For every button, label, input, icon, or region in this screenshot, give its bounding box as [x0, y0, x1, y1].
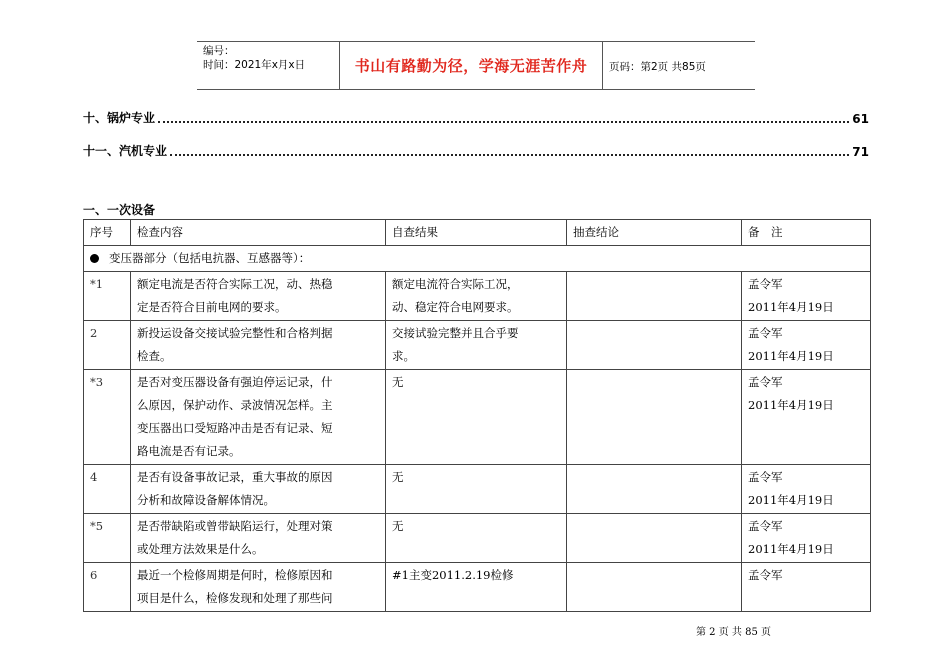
bullet-icon	[90, 254, 99, 263]
remark-cell	[742, 272, 871, 321]
conclusion-cell	[567, 370, 742, 465]
content-cell-line: 路电流是否有记录。	[137, 444, 241, 458]
header-meta	[197, 42, 339, 89]
table-row	[84, 465, 871, 514]
result-cell	[386, 272, 567, 321]
column-header-conclusion: 抽查结论	[567, 220, 742, 246]
conclusion-cell	[567, 465, 742, 514]
table-row	[84, 514, 871, 563]
toc-entry-page: 61	[852, 112, 869, 126]
content-cell	[131, 563, 386, 612]
conclusion-cell	[567, 272, 742, 321]
remark-cell-line: 孟令军	[748, 375, 783, 389]
content-cell-line: 分析和故障设备解体情况。	[137, 493, 275, 507]
remark-cell-line: 2011年4月19日	[748, 300, 834, 314]
header-slogan-cell	[339, 42, 603, 89]
document-number-label: 编号：	[203, 45, 235, 57]
content-cell-line: 是否带缺陷或曾带缺陷运行，处理对策	[137, 519, 333, 533]
document-time-label: 时间：2021年x月x日	[203, 59, 306, 71]
result-cell	[386, 465, 567, 514]
toc-entry-label: 十一、汽机专业	[83, 144, 168, 158]
inspection-table	[83, 219, 871, 612]
toc-entry-label: 十、锅炉专业	[83, 111, 156, 125]
toc-entry-page: 71	[852, 145, 869, 159]
table-group-row	[84, 246, 871, 272]
section-title: 一、一次设备	[83, 203, 156, 217]
content-cell-line: 是否对变压器设备有强迫停运记录，什	[137, 375, 333, 389]
remark-cell	[742, 321, 871, 370]
result-cell-line: 无	[392, 470, 404, 484]
remark-cell-line: 孟令军	[748, 568, 783, 582]
header-page-code: 页码：第2页 共85页	[609, 61, 706, 73]
inspection-table-body	[84, 220, 871, 612]
page-header	[197, 41, 755, 90]
content-cell-line: 或处理方法效果是什么。	[137, 542, 264, 556]
table-row	[84, 321, 871, 370]
remark-cell-line: 孟令军	[748, 277, 783, 291]
toc-entry-turbine[interactable]	[83, 143, 869, 159]
result-cell-line: 交接试验完整并且合乎要	[392, 326, 519, 340]
content-cell	[131, 321, 386, 370]
content-cell-line: 是否有设备事故记录，重大事故的原因	[137, 470, 333, 484]
remark-cell-line: 孟令军	[748, 519, 783, 533]
toc-leader-dots	[170, 154, 849, 156]
remark-cell-line: 2011年4月19日	[748, 349, 834, 363]
seq-cell-text: 4	[90, 470, 98, 484]
seq-cell	[84, 465, 131, 514]
content-cell	[131, 465, 386, 514]
seq-cell-text: *3	[90, 375, 104, 389]
table-row	[84, 563, 871, 612]
column-header-result: 自查结果	[386, 220, 567, 246]
content-cell	[131, 514, 386, 563]
toc-leader-dots	[158, 121, 849, 123]
result-cell	[386, 321, 567, 370]
page-footer: 第 2 页 共 85 页	[696, 627, 771, 638]
result-cell	[386, 514, 567, 563]
remark-cell	[742, 514, 871, 563]
content-cell-line: 检查。	[137, 349, 172, 363]
remark-cell-line: 2011年4月19日	[748, 398, 834, 412]
content-cell-line: 变压器出口受短路冲击是否有记录、短	[137, 421, 333, 435]
seq-cell	[84, 272, 131, 321]
seq-cell-text: 2	[90, 326, 98, 340]
result-cell-line: 动、稳定符合电网要求。	[392, 300, 519, 314]
conclusion-cell	[567, 563, 742, 612]
remark-cell-line: 孟令军	[748, 470, 783, 484]
group-cell	[84, 246, 871, 272]
table-header-row	[84, 220, 871, 246]
result-cell-line: 额定电流符合实际工况，	[392, 277, 519, 291]
table-row	[84, 272, 871, 321]
content-cell-line: 新投运设备交接试验完整性和合格判据	[137, 326, 333, 340]
result-cell-line: 无	[392, 519, 404, 533]
result-cell-line: 求。	[392, 349, 415, 363]
result-cell-line: 无	[392, 375, 404, 389]
remark-cell-line: 孟令军	[748, 326, 783, 340]
result-cell	[386, 563, 567, 612]
remark-cell	[742, 370, 871, 465]
conclusion-cell	[567, 321, 742, 370]
seq-cell	[84, 321, 131, 370]
seq-cell-text: *1	[90, 277, 104, 291]
group-label: 变压器部分（包括电抗器、互感器等）：	[109, 251, 311, 265]
toc-entry-boiler[interactable]	[83, 110, 869, 126]
remark-cell-line: 2011年4月19日	[748, 493, 834, 507]
content-cell	[131, 370, 386, 465]
content-cell-line: 项目是什么，检修发现和处理了那些问	[137, 591, 333, 605]
remark-cell	[742, 465, 871, 514]
remark-cell	[742, 563, 871, 612]
seq-cell-text: 6	[90, 568, 98, 582]
content-cell	[131, 272, 386, 321]
content-cell-line: 么原因，保护动作、录波情况怎样。主	[137, 398, 333, 412]
seq-cell	[84, 370, 131, 465]
seq-cell-text: *5	[90, 519, 104, 533]
result-cell	[386, 370, 567, 465]
seq-cell	[84, 563, 131, 612]
table-row	[84, 370, 871, 465]
result-cell-line: #1主变2011.2.19检修	[392, 568, 514, 582]
column-header-remark: 备 注	[742, 220, 871, 246]
content-cell-line: 额定电流是否符合实际工况，动、热稳	[137, 277, 333, 291]
seq-cell	[84, 514, 131, 563]
column-header-seq: 序号	[84, 220, 131, 246]
remark-cell-line: 2011年4月19日	[748, 542, 834, 556]
conclusion-cell	[567, 514, 742, 563]
header-slogan: 书山有路勤为径，学海无涯苦作舟	[354, 57, 588, 75]
header-page-cell	[601, 42, 755, 89]
column-header-content: 检查内容	[131, 220, 386, 246]
content-cell-line: 最近一个检修周期是何时，检修原因和	[137, 568, 333, 582]
content-cell-line: 定是否符合目前电网的要求。	[137, 300, 287, 314]
